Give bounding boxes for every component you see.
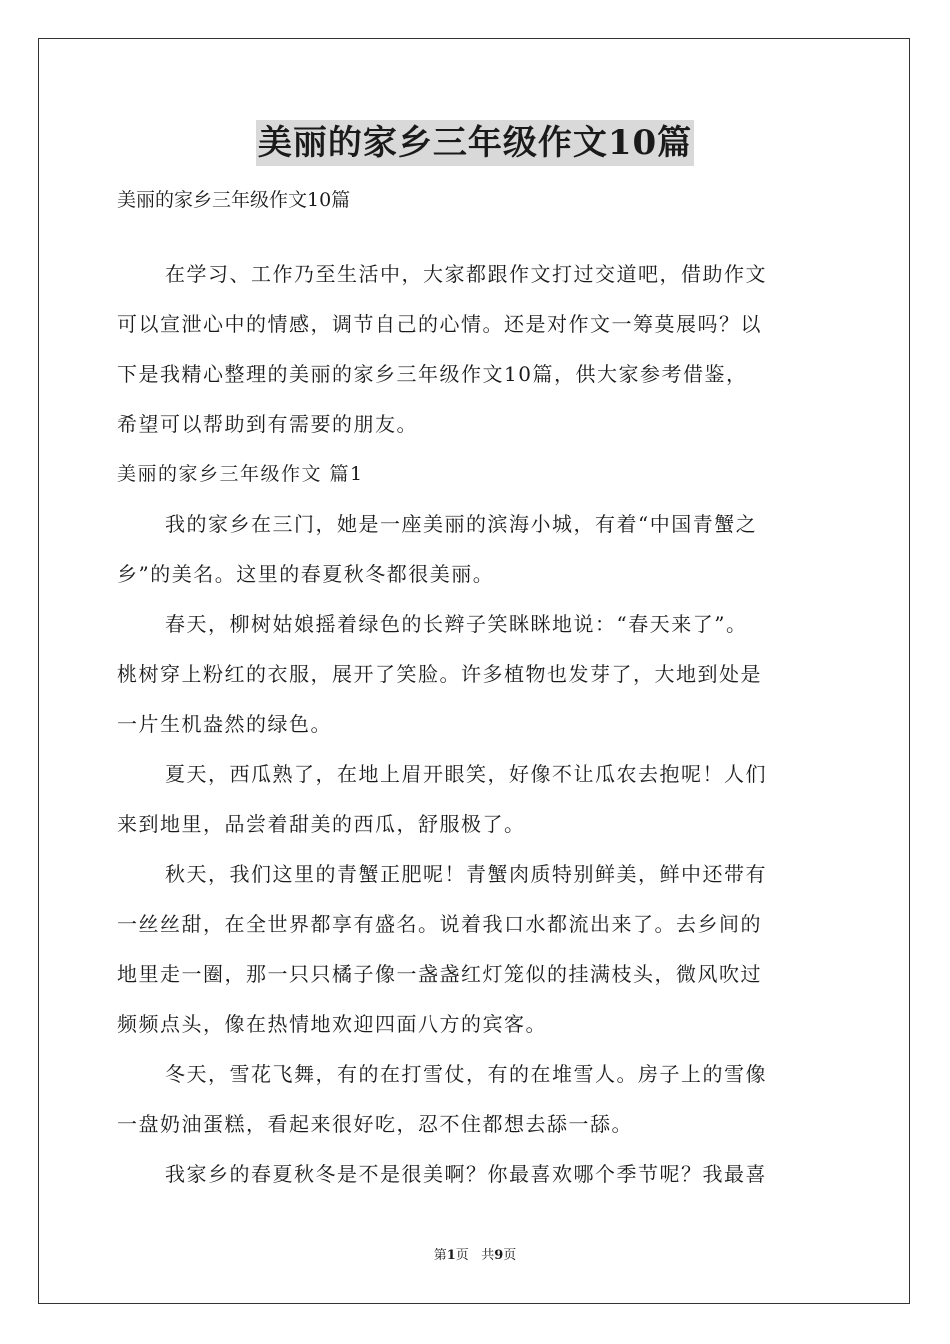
- paragraph-line: 冬天，雪花飞舞，有的在打雪仗，有的在堆雪人。房子上的雪像: [165, 1062, 767, 1086]
- paragraph-line: 在学习、工作乃至生活中，大家都跟作文打过交道吧，借助作文: [165, 262, 767, 286]
- paragraph-line: 春天，柳树姑娘摇着绿色的长辫子笑眯眯地说：“春天来了”。: [165, 612, 748, 636]
- page-footer: [0, 1246, 950, 1266]
- paragraph-line: 频频点头，像在热情地欢迎四面八方的宾客。: [117, 1012, 547, 1036]
- page-prefix: 第: [433, 1248, 447, 1263]
- paragraph-line: 夏天，西瓜熟了，在地上眉开眼笑，好像不让瓜农去抱呢！人们: [165, 762, 767, 786]
- paragraph-line: 桃树穿上粉红的衣服，展开了笑脸。许多植物也发芽了，大地到处是: [117, 662, 762, 686]
- paragraph-line: 下是我精心整理的美丽的家乡三年级作文10篇，供大家参考借鉴，: [117, 362, 748, 386]
- paragraph-line: 秋天，我们这里的青蟹正肥呢！青蟹肉质特别鲜美，鲜中还带有: [165, 862, 767, 886]
- paragraph-line: 可以宣泄心中的情感，调节自己的心情。还是对作文一筹莫展吗？以: [117, 312, 762, 336]
- paragraph-line: 乡”的美名。这里的春夏秋冬都很美丽。: [117, 562, 495, 586]
- total-pages: 9: [494, 1248, 504, 1263]
- paragraph-line: 一盘奶油蛋糕，看起来很好吃，忍不住都想去舔一舔。: [117, 1112, 633, 1136]
- title-area: [0, 120, 950, 166]
- paragraph-line: 一片生机盎然的绿色。: [117, 712, 332, 736]
- document-body: [117, 180, 833, 1199]
- total-suffix: 页: [503, 1248, 517, 1263]
- page-suffix: 页: [455, 1248, 469, 1263]
- section-heading: 美丽的家乡三年级作文 篇1: [117, 463, 364, 485]
- document-title: 美丽的家乡三年级作文10篇: [256, 120, 694, 166]
- paragraph-line: 希望可以帮助到有需要的朋友。: [117, 412, 418, 436]
- paragraph-line: 我的家乡在三门，她是一座美丽的滨海小城，有着“中国青蟹之: [165, 512, 758, 536]
- page-number: 1: [446, 1248, 456, 1263]
- paragraph-line: 地里走一圈，那一只只橘子像一盏盏红灯笼似的挂满枝头，微风吹过: [117, 962, 762, 986]
- paragraph-line: 我家乡的春夏秋冬是不是很美啊？你最喜欢哪个季节呢？我最喜: [165, 1162, 767, 1186]
- paragraph-line: 一丝丝甜，在全世界都享有盛名。说着我口水都流出来了。去乡间的: [117, 912, 762, 936]
- intro-paragraph: [117, 249, 833, 449]
- paragraph-line: 来到地里，品尝着甜美的西瓜，舒服极了。: [117, 812, 526, 836]
- total-prefix: 共: [481, 1248, 495, 1263]
- section-body: [117, 499, 833, 1199]
- document-subtitle: 美丽的家乡三年级作文10篇: [117, 189, 351, 211]
